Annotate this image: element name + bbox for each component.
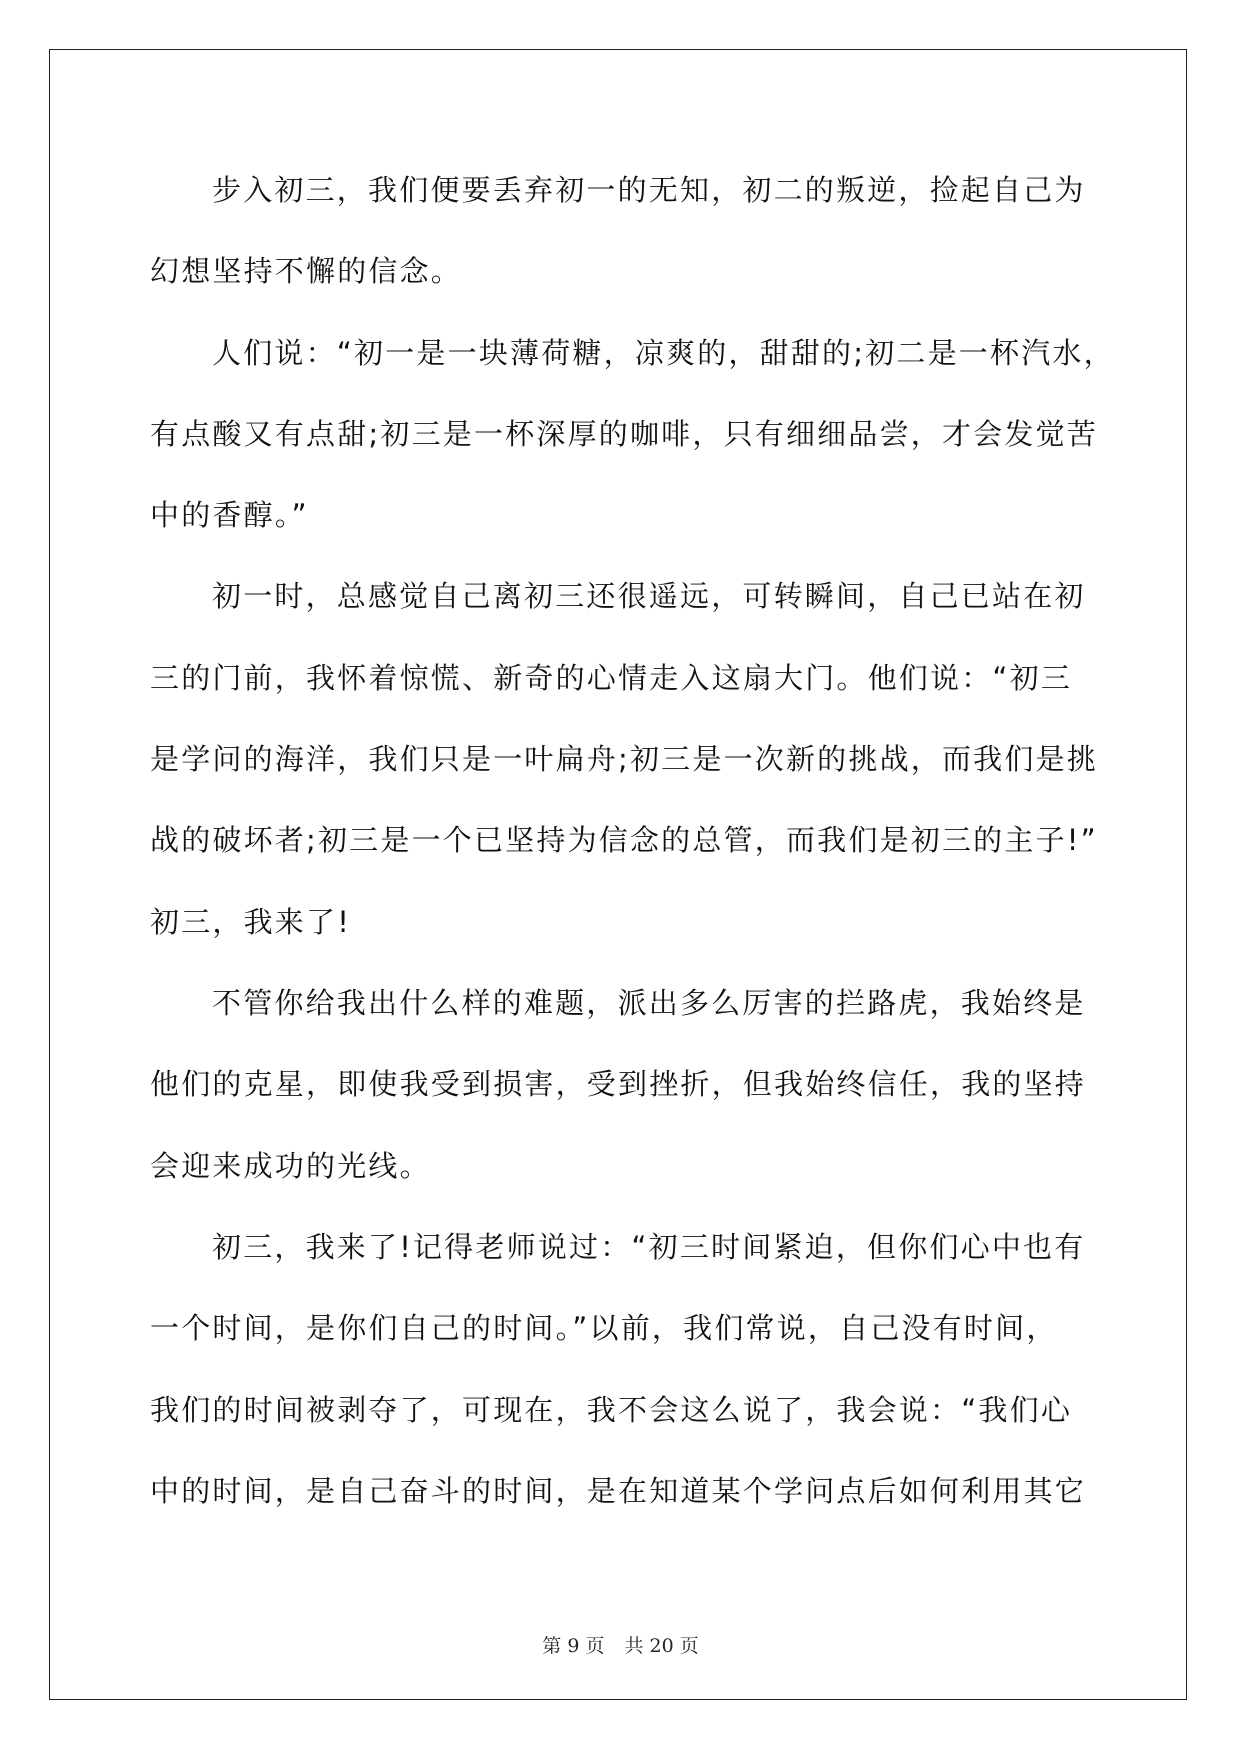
paragraph-line: 战的破坏者;初三是一个已坚持为信念的总管，而我们是初三的主子!” [150,823,1098,857]
paragraph-line: 他们的克星，即使我受到损害，受到挫折，但我始终信任，我的坚持 [150,1067,1087,1101]
paragraph-line: 步入初三，我们便要丢弃初一的无知，初二的叛逆，捡起自己为 [212,173,1086,207]
paragraph-line: 三的门前，我怀着惊慌、新奇的心情走入这扇大门。他们说：“初三 [150,661,1073,695]
paragraph-line: 初一时，总感觉自己离初三还很遥远，可转瞬间，自己已站在初 [212,579,1086,613]
paragraph-line: 我们的时间被剥夺了，可现在，我不会这么说了，我会说：“我们心 [150,1393,1073,1427]
paragraph-line: 一个时间，是你们自己的时间。”以前，我们常说，自己没有时间， [150,1311,1058,1345]
paragraph-line: 人们说：“初一是一块薄荷糖，凉爽的，甜甜的;初二是一杯汽水， [212,336,1115,370]
paragraph-line: 初三，我来了! [150,905,352,939]
paragraph-line: 中的时间，是自己奋斗的时间，是在知道某个学问点后如何利用其它 [150,1474,1087,1508]
paragraph-line: 中的香醇。” [150,498,309,532]
paragraph-line: 会迎来成功的光线。 [150,1149,431,1183]
page-total: 共 20 页 [624,1635,699,1657]
page-footer [0,1634,1241,1658]
paragraph-line: 是学问的海洋，我们只是一叶扁舟;初三是一次新的挑战，而我们是挑 [150,742,1098,776]
paragraph-line: 不管你给我出什么样的难题，派出多么厉害的拦路虎，我始终是 [212,986,1086,1020]
paragraph-line: 幻想坚持不懈的信念。 [150,254,463,288]
page-border [49,49,1187,1700]
paragraph-line: 有点酸又有点甜;初三是一杯深厚的咖啡，只有细细品尝，才会发觉苦 [150,417,1098,451]
paragraph-line: 初三，我来了!记得老师说过：“初三时间紧迫，但你们心中也有 [212,1230,1086,1264]
page-number: 第 9 页 [542,1635,605,1657]
